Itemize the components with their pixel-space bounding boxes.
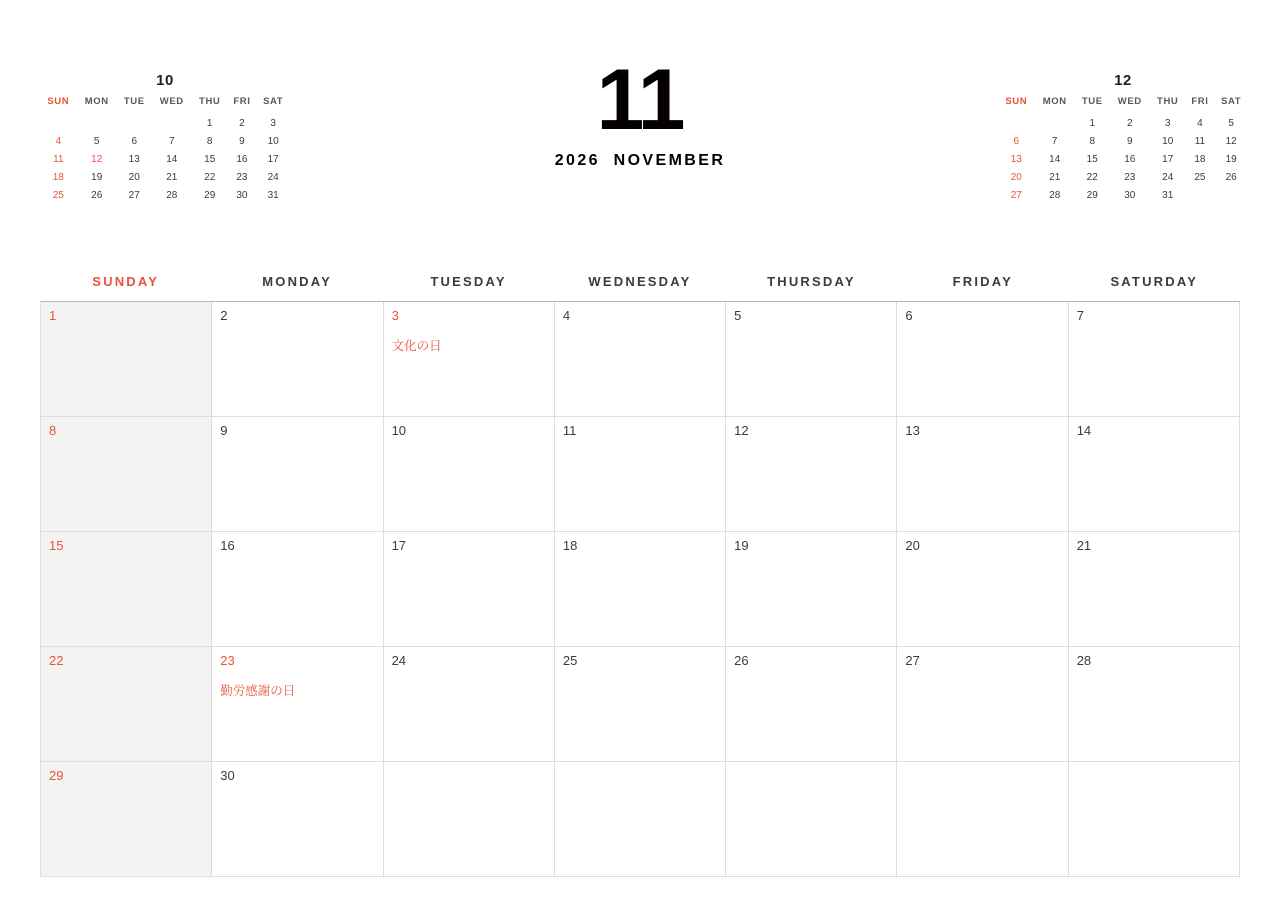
day-cell[interactable] bbox=[555, 417, 726, 532]
mini-day-cell: 22 bbox=[204, 171, 216, 183]
mini-calendar-next-month bbox=[998, 72, 1248, 204]
mini-day-cell: 29 bbox=[204, 189, 216, 201]
mini-day-cell: 30 bbox=[236, 189, 248, 201]
day-cell[interactable] bbox=[384, 302, 555, 417]
day-cell[interactable] bbox=[1069, 647, 1240, 762]
mini-day-cell: 12 bbox=[1225, 135, 1237, 147]
day-number: 30 bbox=[220, 768, 235, 783]
day-cell[interactable] bbox=[41, 647, 212, 762]
mini-dow-fri: FRI bbox=[1191, 96, 1209, 107]
mini-calendar-next-title: 12 bbox=[1114, 72, 1132, 89]
mini-day-cell: 12 bbox=[91, 153, 103, 165]
day-cell[interactable] bbox=[384, 647, 555, 762]
mini-day-cell: 4 bbox=[55, 135, 62, 147]
mini-day-cell: 28 bbox=[1049, 189, 1061, 201]
day-number: 27 bbox=[905, 653, 920, 668]
mini-calendar-next-table bbox=[998, 96, 1248, 204]
mini-day-cell: 1 bbox=[206, 117, 213, 129]
weekday-header-sunday: SUNDAY bbox=[92, 274, 160, 289]
mini-week-row bbox=[40, 114, 290, 132]
year-label: 2026 bbox=[554, 151, 600, 169]
day-cell[interactable] bbox=[726, 647, 897, 762]
mini-day-cell: 3 bbox=[270, 117, 276, 129]
day-cell[interactable] bbox=[212, 417, 383, 532]
mini-day-cell: 24 bbox=[267, 171, 279, 183]
mini-dow-tue: TUE bbox=[123, 96, 145, 107]
mini-day-cell: 23 bbox=[236, 171, 248, 183]
mini-dow-tue: TUE bbox=[1081, 96, 1103, 107]
mini-day-cell: 31 bbox=[1162, 189, 1174, 201]
mini-dow-sat: SAT bbox=[263, 96, 284, 107]
day-cell[interactable] bbox=[897, 532, 1068, 647]
mini-day-cell: 10 bbox=[1162, 135, 1174, 147]
mini-day-cell: 26 bbox=[91, 189, 103, 201]
mini-day-cell: 20 bbox=[1010, 171, 1022, 183]
month-name-label: NOVEMBER bbox=[613, 151, 726, 169]
day-cell[interactable] bbox=[384, 417, 555, 532]
mini-day-cell: 30 bbox=[1124, 189, 1136, 201]
mini-calendar-next-head bbox=[998, 96, 1248, 114]
holiday-event-label: 文化の日 bbox=[391, 339, 442, 353]
mini-week-row bbox=[998, 132, 1248, 150]
mini-week-row bbox=[998, 150, 1248, 168]
mini-day-cell: 6 bbox=[1013, 135, 1020, 147]
day-number: 10 bbox=[391, 423, 407, 438]
mini-calendar-next-body bbox=[998, 114, 1248, 204]
mini-day-cell: 17 bbox=[267, 153, 279, 165]
day-cell-empty bbox=[1069, 762, 1240, 877]
mini-day-cell: 14 bbox=[1049, 153, 1061, 165]
week-rows bbox=[40, 301, 1240, 877]
mini-dow-mon: MON bbox=[84, 96, 109, 107]
mini-day-cell: 16 bbox=[236, 153, 248, 165]
day-number: 1 bbox=[49, 308, 57, 323]
mini-day-cell: 27 bbox=[128, 189, 140, 201]
day-cell-empty bbox=[384, 762, 555, 877]
mini-day-cell: 1 bbox=[1089, 117, 1096, 129]
mini-day-cell: 24 bbox=[1162, 171, 1174, 183]
day-cell[interactable] bbox=[726, 302, 897, 417]
day-cell[interactable] bbox=[1069, 532, 1240, 647]
mini-day-cell: 20 bbox=[128, 171, 140, 183]
day-cell-empty bbox=[897, 762, 1068, 877]
mini-day-cell: 21 bbox=[166, 171, 178, 183]
day-cell[interactable] bbox=[212, 532, 383, 647]
day-cell[interactable] bbox=[212, 762, 383, 877]
mini-day-cell: 15 bbox=[1086, 153, 1098, 165]
mini-dow-sun: SUN bbox=[1005, 96, 1028, 107]
day-cell[interactable] bbox=[212, 302, 383, 417]
day-number: 22 bbox=[49, 653, 64, 668]
mini-day-cell: 5 bbox=[93, 135, 100, 147]
mini-calendar-previous-month bbox=[40, 72, 290, 204]
mini-day-cell: 29 bbox=[1086, 189, 1098, 201]
day-cell[interactable] bbox=[897, 302, 1068, 417]
day-number: 28 bbox=[1076, 653, 1092, 668]
day-number: 5 bbox=[734, 308, 742, 323]
day-number: 16 bbox=[220, 538, 235, 553]
day-cell[interactable] bbox=[726, 532, 897, 647]
mini-day-cell bbox=[998, 114, 1035, 132]
mini-day-cell: 7 bbox=[168, 135, 175, 147]
day-cell-empty bbox=[726, 762, 897, 877]
day-cell[interactable] bbox=[897, 647, 1068, 762]
mini-day-cell bbox=[40, 114, 77, 132]
month-number: 11 bbox=[596, 52, 684, 148]
mini-day-cell: 8 bbox=[1089, 135, 1096, 147]
day-number: 20 bbox=[905, 538, 920, 553]
mini-calendar-previous-body bbox=[40, 114, 290, 204]
mini-day-cell: 9 bbox=[239, 135, 245, 147]
month-grid bbox=[40, 262, 1240, 877]
mini-day-cell: 4 bbox=[1197, 117, 1203, 129]
day-number: 3 bbox=[391, 308, 399, 323]
weekday-header-tuesday: TUESDAY bbox=[430, 274, 507, 289]
week-row bbox=[41, 762, 1240, 877]
day-number: 11 bbox=[562, 423, 577, 438]
day-cell[interactable] bbox=[212, 647, 383, 762]
mini-day-cell: 21 bbox=[1049, 171, 1061, 183]
mini-dow-thu: THU bbox=[199, 96, 221, 107]
mini-day-cell: 11 bbox=[1194, 135, 1206, 147]
day-cell-empty bbox=[555, 762, 726, 877]
week-row bbox=[41, 647, 1240, 762]
day-number: 8 bbox=[49, 423, 57, 438]
day-number: 19 bbox=[734, 538, 749, 553]
weekday-header-row bbox=[40, 262, 1240, 301]
mini-day-cell: 17 bbox=[1162, 153, 1174, 165]
mini-calendar-previous-table bbox=[40, 96, 290, 204]
mini-dow-wed: WED bbox=[1117, 96, 1142, 107]
mini-day-cell: 18 bbox=[52, 171, 64, 183]
day-cell[interactable] bbox=[555, 302, 726, 417]
day-number: 23 bbox=[220, 653, 235, 668]
mini-day-cell bbox=[1035, 114, 1075, 132]
mini-week-row bbox=[40, 132, 290, 150]
day-number: 2 bbox=[220, 308, 228, 323]
mini-dow-fri: FRI bbox=[233, 96, 251, 107]
mini-day-cell: 11 bbox=[53, 153, 64, 165]
mini-day-cell bbox=[117, 114, 152, 132]
weekday-header-saturday: SATURDAY bbox=[1110, 274, 1199, 289]
weekday-header-friday: FRIDAY bbox=[952, 274, 1014, 289]
day-cell[interactable] bbox=[41, 417, 212, 532]
mini-calendar-previous-dow-row bbox=[40, 96, 290, 114]
mini-day-cell: 19 bbox=[1225, 153, 1237, 165]
day-number: 15 bbox=[49, 538, 64, 553]
mini-day-cell: 13 bbox=[128, 153, 140, 165]
day-cell[interactable] bbox=[1069, 417, 1240, 532]
day-cell[interactable] bbox=[555, 532, 726, 647]
day-number: 29 bbox=[49, 768, 64, 783]
mini-day-cell: 2 bbox=[239, 117, 245, 129]
day-number: 18 bbox=[562, 538, 578, 553]
day-number: 12 bbox=[734, 423, 749, 438]
mini-day-cell: 16 bbox=[1124, 153, 1136, 165]
week-row bbox=[41, 302, 1240, 417]
day-number: 4 bbox=[562, 308, 571, 323]
day-number: 26 bbox=[734, 653, 749, 668]
mini-week-row bbox=[998, 186, 1248, 204]
month-header bbox=[440, 52, 840, 170]
mini-day-cell: 19 bbox=[91, 171, 103, 183]
day-cell[interactable] bbox=[1069, 302, 1240, 417]
weekday-header-monday: MONDAY bbox=[262, 274, 333, 289]
month-label bbox=[440, 152, 840, 170]
mini-day-cell: 13 bbox=[1010, 153, 1022, 165]
day-number: 24 bbox=[391, 653, 407, 668]
day-number: 25 bbox=[562, 653, 578, 668]
mini-dow-sat: SAT bbox=[1221, 96, 1242, 107]
day-number: 7 bbox=[1076, 308, 1084, 323]
day-cell[interactable] bbox=[726, 417, 897, 532]
day-cell[interactable] bbox=[41, 302, 212, 417]
mini-calendar-next-dow-row bbox=[998, 96, 1248, 114]
day-cell[interactable] bbox=[384, 532, 555, 647]
mini-day-cell bbox=[1214, 186, 1248, 204]
day-number: 21 bbox=[1076, 538, 1092, 553]
day-number: 14 bbox=[1076, 423, 1092, 438]
mini-day-cell: 25 bbox=[52, 189, 64, 201]
mini-week-row bbox=[40, 150, 290, 168]
mini-week-row bbox=[40, 168, 290, 186]
day-cell[interactable] bbox=[897, 417, 1068, 532]
holiday-event-label: 勤労感謝の日 bbox=[220, 684, 296, 698]
mini-week-row bbox=[40, 186, 290, 204]
weekday-header-wednesday: WEDNESDAY bbox=[588, 274, 692, 289]
mini-dow-mon: MON bbox=[1042, 96, 1067, 107]
mini-day-cell bbox=[152, 114, 192, 132]
mini-day-cell: 5 bbox=[1228, 117, 1234, 129]
mini-day-cell: 31 bbox=[267, 189, 279, 201]
mini-day-cell: 22 bbox=[1086, 171, 1098, 183]
mini-day-cell: 7 bbox=[1051, 135, 1058, 147]
mini-dow-wed: WED bbox=[159, 96, 184, 107]
day-number: 9 bbox=[220, 423, 228, 438]
mini-day-cell: 23 bbox=[1124, 171, 1136, 183]
mini-day-cell: 27 bbox=[1010, 189, 1022, 201]
mini-day-cell bbox=[1186, 186, 1215, 204]
mini-week-row bbox=[998, 168, 1248, 186]
mini-calendar-previous-title: 10 bbox=[156, 72, 174, 89]
mini-week-row bbox=[998, 114, 1248, 132]
day-cell[interactable] bbox=[555, 647, 726, 762]
mini-day-cell: 8 bbox=[206, 135, 213, 147]
mini-day-cell: 2 bbox=[1126, 117, 1133, 129]
weekday-header-thursday: THURSDAY bbox=[767, 274, 856, 289]
mini-day-cell: 14 bbox=[166, 153, 178, 165]
week-row bbox=[41, 532, 1240, 647]
day-cell[interactable] bbox=[41, 762, 212, 877]
day-cell[interactable] bbox=[41, 532, 212, 647]
mini-day-cell: 25 bbox=[1194, 171, 1206, 183]
day-number: 13 bbox=[905, 423, 920, 438]
mini-day-cell: 26 bbox=[1225, 171, 1237, 183]
week-row bbox=[41, 417, 1240, 532]
day-number: 6 bbox=[905, 308, 913, 323]
mini-day-cell: 18 bbox=[1194, 153, 1206, 165]
mini-day-cell: 9 bbox=[1126, 135, 1133, 147]
mini-day-cell: 28 bbox=[166, 189, 178, 201]
mini-day-cell: 15 bbox=[204, 153, 216, 165]
mini-dow-thu: THU bbox=[1157, 96, 1179, 107]
mini-calendar-previous-head bbox=[40, 96, 290, 114]
mini-day-cell: 10 bbox=[267, 135, 279, 147]
mini-day-cell: 3 bbox=[1164, 117, 1171, 129]
day-number: 17 bbox=[391, 538, 407, 553]
mini-day-cell bbox=[77, 114, 117, 132]
mini-dow-sun: SUN bbox=[47, 96, 70, 107]
mini-day-cell: 6 bbox=[131, 135, 138, 147]
